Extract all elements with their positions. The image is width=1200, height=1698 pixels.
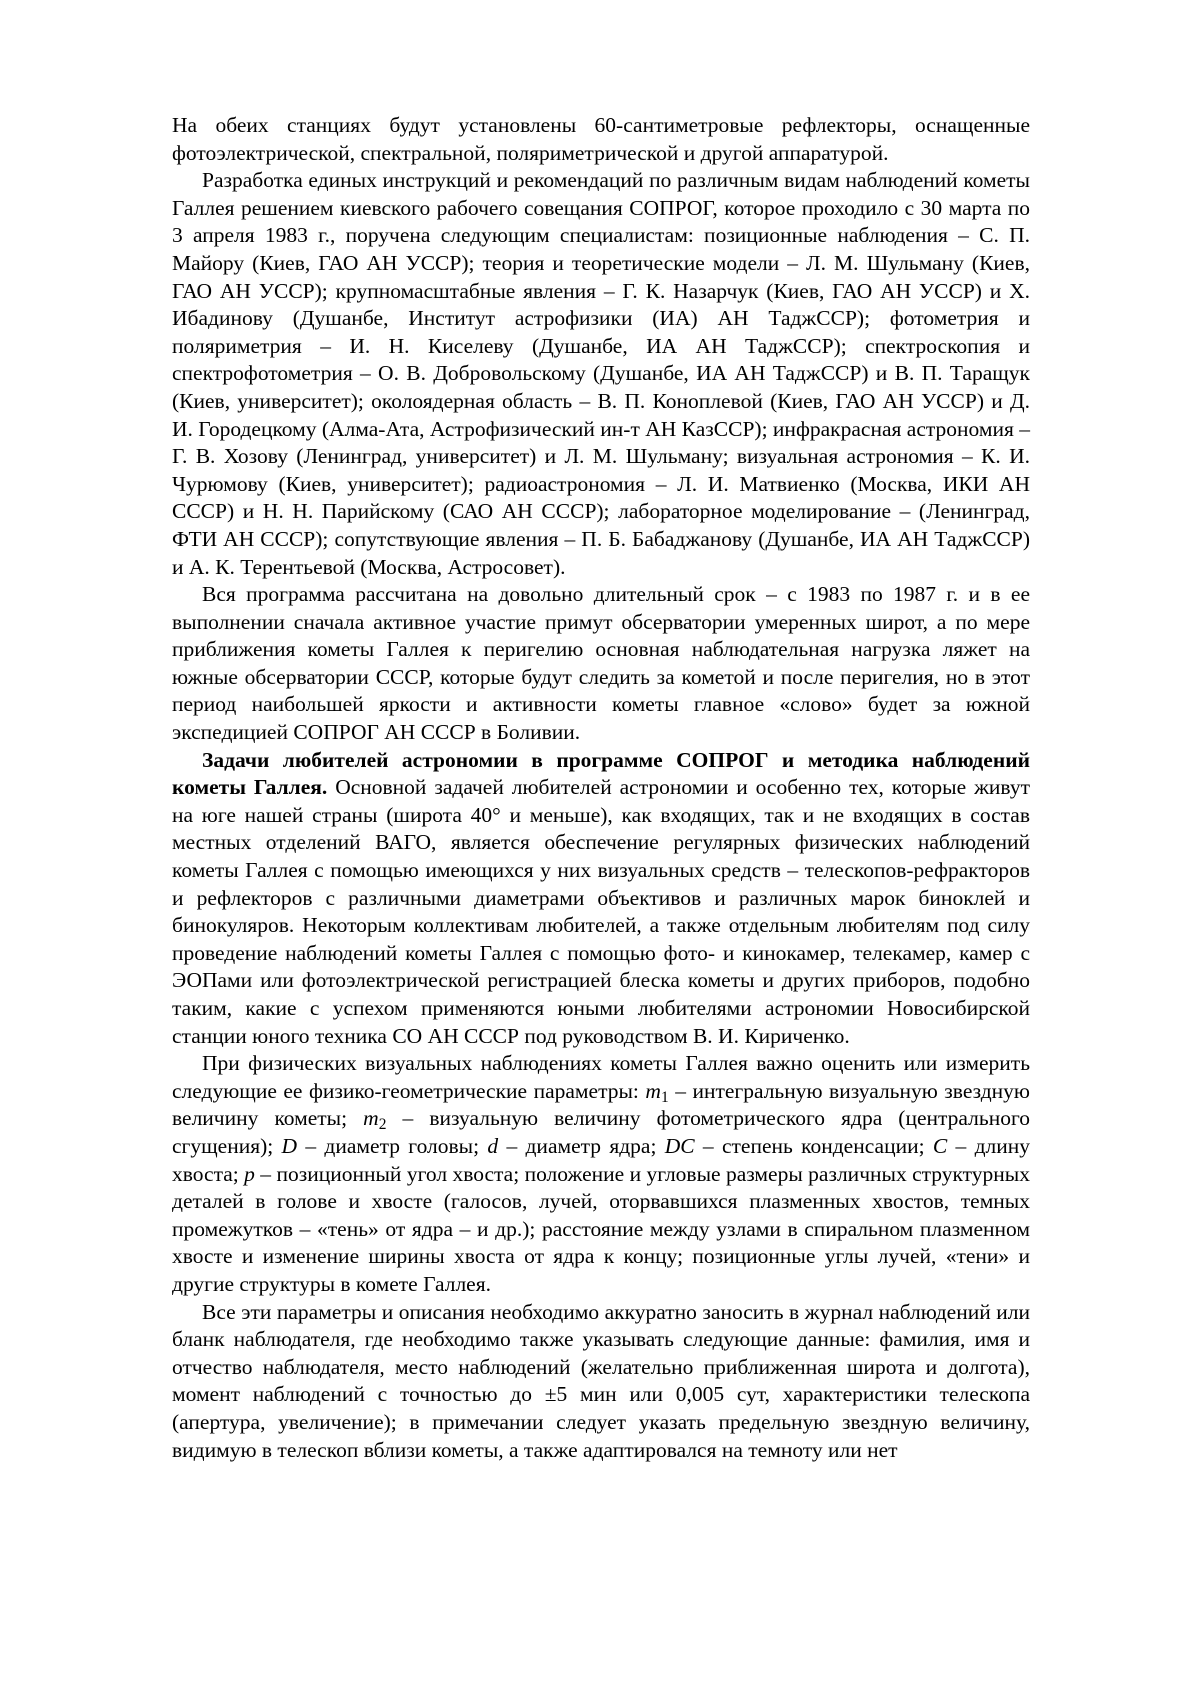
text-run: При физических визуальных наблюдениях кометы Галлея важно оценить или измерить следующие ее физико-геометрические параметры: — [172, 1051, 1030, 1103]
document-page — [172, 112, 1030, 1464]
symbol-d: d — [487, 1133, 499, 1158]
symbol-DC: DC — [664, 1133, 695, 1158]
text-run: – длину хвоста; — [172, 1133, 1031, 1186]
symbol-p: p — [244, 1161, 255, 1186]
subscript-2: 2 — [378, 1116, 387, 1134]
symbol-m: m — [645, 1078, 661, 1103]
paragraph-program: Вся программа рассчитана на довольно длительный срок – с 1983 по 1987 г. и в ее выполнении сначала активное участие примут обсерватории умеренных широт, а по мере приближения кометы Галлея к перигелию основная наблюдательная нагрузка ляжет на южные обсерватории СССР, которые будут следить за кометой и после перигелия, но в этот период наибольшей яркости и активности кометы главное «слово» будет за южной экспедицией СОПРОГ АН СССР в Боливии. — [172, 582, 1030, 745]
paragraph-instructions: Разработка единых инструкций и рекомендаций по различным видам наблюдений кометы Галлея решением киевского рабочего совещания СОПРОГ, которое проходило с 30 марта по 3 апреля 1983 г., поручена следующим специалистам: позиционные наблюдения – С. П. Майору (Киев, ГАО АН УССР); теория и теоретические модели – Л. М. Шульману (Киев, ГАО АН УССР); крупномасштабные явления – Г. К. Назарчук (Киев, ГАО АН УССР) и Х. Ибадинову (Душанбе, Институт астрофизики (ИА) АН ТаджССР); фотометрия и поляриметрия – И. Н. Киселеву (Душанбе, ИА АН ТаджССР); спектроскопия и спектрофотометрия – О. В. Добровольскому (Душанбе, ИА АН ТаджССР) и В. П. Таращук (Киев, университет); околоядерная область – В. П. Коноплевой (Киев, ГАО АН УССР) и Д. И. Городецкому (Алма-Ата, Астрофизический ин-т АН КазССР); инфракрасная астрономия – Г. В. Хозову (Ленинград, университет) и Л. М. Шульману; визуальная астрономия – К. И. Чурюмову (Киев, университет); радиоастрономия – Л. И. Матвиенко (Москва, ИКИ АН СССР) и Н. Н. Парийскому (САО АН СССР); лабораторное моделирование – (Ленинград, ФТИ АН СССР); сопутствующие явления – П. Б. Бабаджанову (Душанбе, ИА АН ТаджССР) и А. К. Терентьевой (Москва, Астросовет). — [172, 168, 1030, 579]
text-run: – степень конденсации; — [694, 1133, 933, 1158]
symbol-C: C — [932, 1133, 948, 1158]
symbol-m: m — [363, 1106, 379, 1131]
paragraph-journal: Все эти параметры и описания необходимо аккуратно заносить в журнал наблюдений или бланк наблюдателя, где необходимо также указывать следующие данные: фамилия, имя и отчество наблюдателя, место наблюдений (желательно приближенная широта и долгота), момент наблюдений с точностью до ±5 мин или 0,005 сут, характеристики телескопа (апертура, увеличение); в примечании следует указать предельную звездную величину, видимую в телескоп вблизи кометы, а также адаптировался на темноту или нет — [172, 1299, 1030, 1462]
text-run: – интегральную визуальную звездную величину кометы; — [172, 1078, 1030, 1131]
subscript-1: 1 — [660, 1088, 669, 1106]
paragraph-amateur-tasks — [172, 747, 1030, 1051]
text-run: – диаметр ядра; — [498, 1133, 665, 1158]
paragraph-stations: На обеих станциях будут установлены 60-сантиметровые рефлекторы, оснащенные фотоэлектрической, спектральной, поляриметрической и другой аппаратурой. — [172, 113, 1030, 165]
paragraph-amateur-tasks-body: Основной задачей любителей астрономии и особенно тех, которые живут на юге нашей страны (широта 40° и меньше), как входящих, так и не входящих в состав местных отделений ВАГО, является обеспечение регулярных физических наблюдений кометы Галлея с помощью имеющихся у них визуальных средств – телескопов-рефракторов и рефлекторов с различными диаметрами объективов и различных марок биноклей и бинокуляров. Некоторым коллективам любителей, а также отдельным любителям под силу проведение наблюдений кометы Галлея с помощью фото- и кинокамер, телекамер, камер с ЭОПами или фотоэлектрической регистрацией блеска кометы и других приборов, подобно таким, какие с успехом применяются юными любителями астрономии Новосибирской станции юного техника СО АН СССР под руководством В. И. Кириченко. — [172, 775, 1030, 1048]
text-run: – диаметр головы; — [297, 1133, 488, 1158]
section-heading: Задачи любителей астрономии в программе СОПРОГ и методика наблюдений кометы Галлея. — [172, 747, 1030, 800]
paragraph-parameters — [172, 1050, 1030, 1298]
text-run: – позиционный угол хвоста; положение и угловые размеры различных структурных деталей в голове и хвосте (галосов, лучей, оторвавшихся плазменных хвостов, темных промежутков – «тень» от ядра – и др.); расстояние между узлами в спиральном плазменном хвосте и изменение ширины хвоста от ядра к концу; позиционные углы лучей, «тени» и другие структуры в комете Галлея. — [172, 1161, 1030, 1296]
symbol-D: D — [281, 1133, 298, 1158]
text-run: – визуальную величину фотометрического ядра (центрального сгущения); — [172, 1106, 1030, 1158]
